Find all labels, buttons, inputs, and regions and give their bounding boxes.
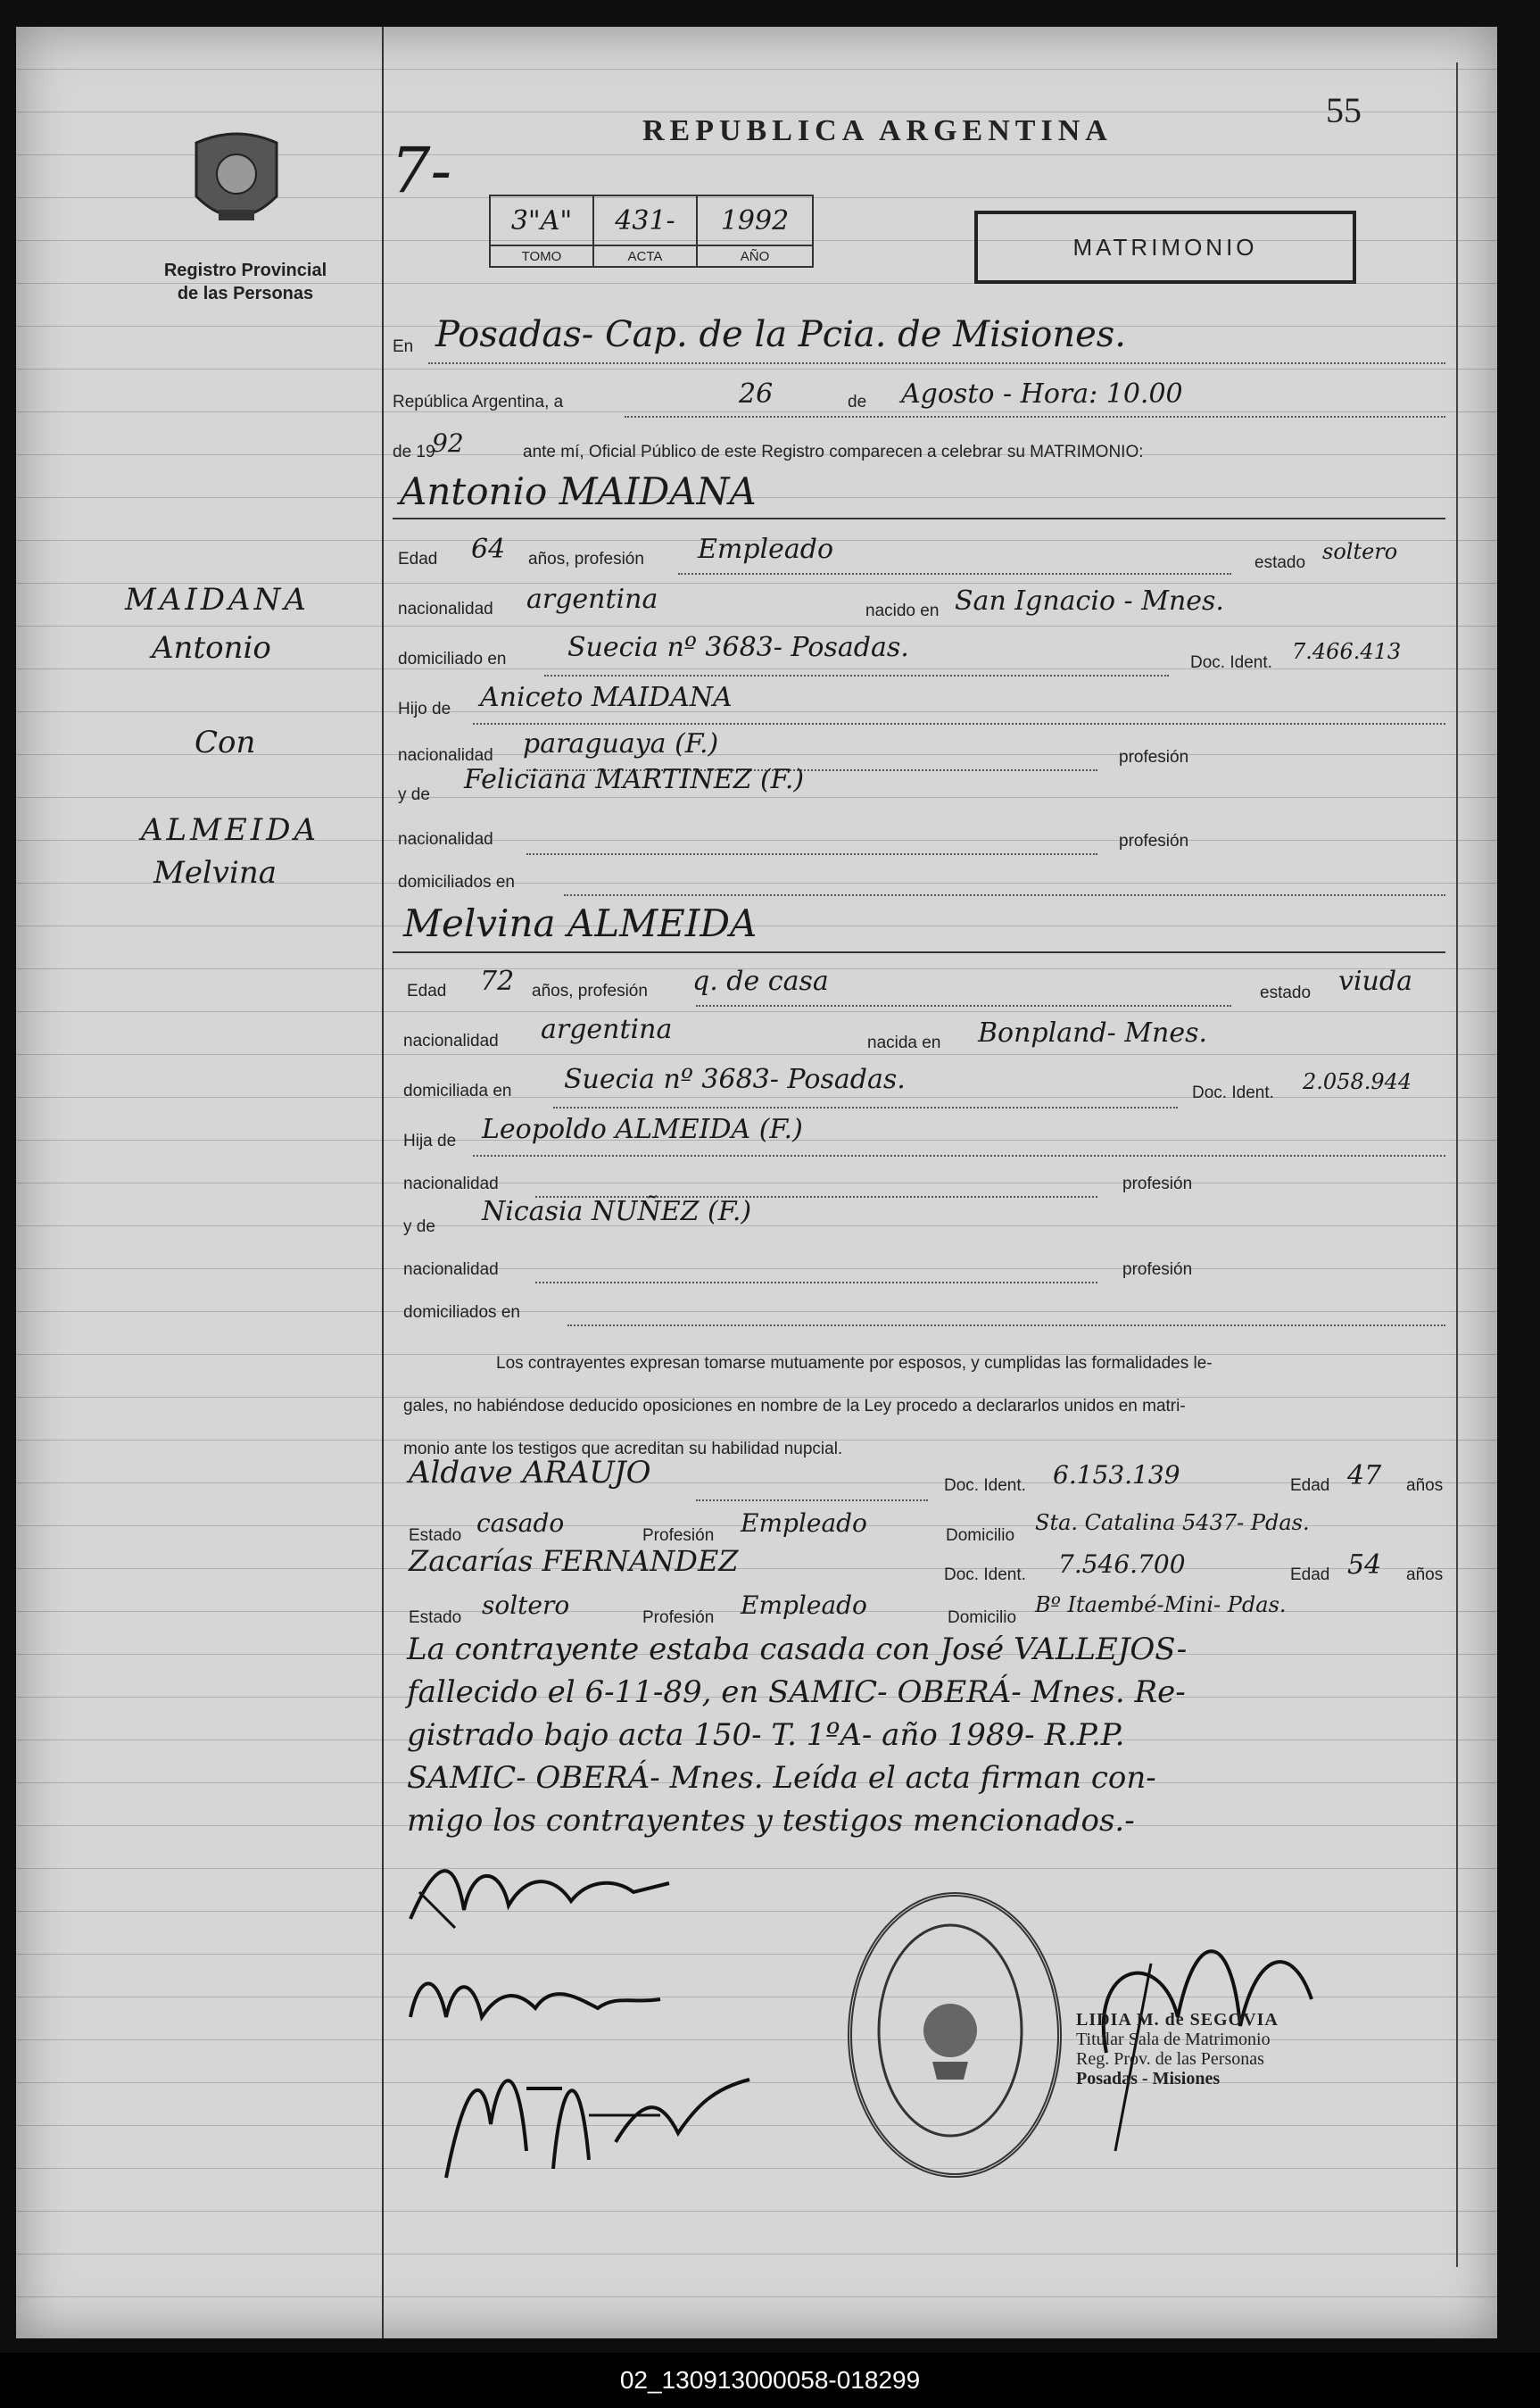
agency-name [134, 259, 357, 305]
margin-given-groom: Antonio [152, 630, 271, 666]
groom-domiciliados-label: domiciliados en [398, 873, 515, 892]
bride-yde-label: y de [403, 1217, 435, 1236]
bride-nat-label: nacionalidad [403, 1032, 499, 1050]
groom-father-nat: paraguaya (F.) [523, 728, 719, 760]
bride-doc-label: Doc. Ident. [1192, 1084, 1274, 1102]
bride-status: viuda [1338, 966, 1412, 997]
witness-signatures-icon [428, 2035, 803, 2196]
witness2-estado-label: Estado [409, 1608, 462, 1627]
bride-mother: Nicasia NUÑEZ (F.) [482, 1196, 752, 1227]
witness2-doc-label: Doc. Ident. [944, 1565, 1026, 1584]
ano-label: AÑO [697, 245, 813, 267]
bride-doc: 2.058.944 [1303, 1069, 1412, 1094]
agency-line-2: de las Personas [177, 284, 314, 303]
margin-mark: 7- [391, 134, 452, 207]
witness2-age: 54 [1347, 1549, 1382, 1581]
tomo-value: 3"A" [490, 195, 593, 245]
intro-statement: ante mí, Oficial Público de este Registro comparecen a celebrar su MATRIMONIO: [523, 443, 1144, 461]
ano-value: 1992 [697, 195, 813, 245]
bride-father: Leopoldo ALMEIDA (F.) [482, 1114, 803, 1145]
witness2-status: soltero [482, 1590, 570, 1620]
marriage-day: 26 [739, 378, 774, 410]
witness1-anos-label: años [1406, 1476, 1444, 1495]
declaration-line-3: monio ante los testigos que acreditan su habilidad nupcial. [403, 1440, 843, 1458]
declaration-line-1: Los contrayentes expresan tomarse mutuamente por esposos, y cumplidas las formalidades le- [496, 1354, 1213, 1373]
groom-nat-label: nacionalidad [398, 600, 493, 619]
witness1-profession: Empleado [741, 1508, 867, 1538]
groom-edad-label: Edad [398, 550, 438, 569]
bride-birthplace: Bonpland- Mnes. [978, 1017, 1208, 1049]
witness1-status: casado [476, 1508, 565, 1538]
year-prefix: de 19 [393, 443, 435, 461]
witness1-profesion-label: Profesión [642, 1526, 715, 1545]
groom-doc-label: Doc. Ident. [1190, 653, 1272, 672]
acta-value: 431- [593, 195, 697, 245]
groom-father-nat-label: nacionalidad [398, 746, 493, 765]
tomo-label: TOMO [490, 245, 593, 267]
declaration-line-2: gales, no habiéndose deducido oposiciones en nombre de la Ley procedo a declararlos unidos en matri- [403, 1397, 1186, 1416]
groom-yde-label: y de [398, 785, 430, 804]
margin-conjunction: Con [195, 725, 256, 760]
bride-profesion-label: años, profesión [532, 982, 648, 1001]
groom-mother: Feliciana MARTINEZ (F.) [464, 764, 805, 795]
note-line-2: fallecido el 6-11-89, en SAMIC- OBERÁ- Mnes. Re- [407, 1674, 1186, 1710]
official-title: Titular Sala de Matrimonio [1076, 2030, 1271, 2049]
record-number-table [489, 195, 814, 268]
witness2-doc: 7.546.700 [1058, 1549, 1186, 1579]
bride-profession: q. de casa [692, 966, 829, 997]
bride-father-prof-label: profesión [1122, 1175, 1193, 1193]
witness1-edad-label: Edad [1290, 1476, 1330, 1495]
note-line-4: SAMIC- OBERÁ- Mnes. Leída el acta firman con- [407, 1760, 1156, 1796]
marginal-notes [407, 1628, 1451, 1842]
bride-estado-label: estado [1260, 984, 1312, 1002]
right-margin-rule [1456, 62, 1458, 2267]
witness2-profesion-label: Profesión [642, 1608, 715, 1627]
margin-given-bride: Melvina [153, 855, 277, 891]
republica-label: República Argentina, a [393, 393, 564, 411]
witness1-doc-label: Doc. Ident. [944, 1476, 1026, 1495]
marriage-place: Posadas- Cap. de la Pcia. de Misiones. [435, 314, 1127, 355]
scan-id-footer: 02_130913000058-018299 [0, 2353, 1540, 2408]
groom-estado-label: estado [1254, 553, 1306, 572]
groom-mother-prof-label: profesión [1119, 832, 1189, 851]
groom-nacido-label: nacido en [865, 602, 940, 620]
groom-father-prof-label: profesión [1119, 748, 1189, 767]
groom-father: Aniceto MAIDANA [480, 682, 733, 713]
groom-domiciliado-label: domiciliado en [398, 650, 507, 668]
bride-nacida-label: nacida en [867, 1034, 941, 1052]
acta-label: ACTA [593, 245, 697, 267]
left-margin-column [16, 27, 384, 2338]
bride-nationality: argentina [541, 1014, 673, 1045]
witness1-domicilio-label: Domicilio [946, 1526, 1015, 1545]
page-number: 55 [1326, 90, 1362, 130]
groom-status: soltero [1322, 539, 1398, 564]
official-stamp [1076, 2010, 1279, 2088]
note-line-5: migo los contrayentes y testigos mencionados.- [407, 1803, 1135, 1839]
bride-age: 72 [480, 966, 515, 997]
en-label: En [393, 337, 414, 356]
margin-surname-groom: MAIDANA [125, 582, 310, 618]
record-type-box: MATRIMONIO [974, 211, 1356, 284]
witness2-address: Bº Itaembé-Mini- Pdas. [1035, 1592, 1287, 1617]
country-heading: REPUBLICA ARGENTINA [642, 114, 1113, 147]
witness1-address: Sta. Catalina 5437- Pdas. [1035, 1510, 1310, 1535]
bride-name: Melvina ALMEIDA [403, 901, 758, 945]
official-office: Reg. Prov. de las Personas [1076, 2049, 1264, 2069]
witness1-age: 47 [1347, 1460, 1382, 1491]
declaration-text [403, 1342, 1456, 1471]
bride-domiciliada-label: domiciliada en [403, 1082, 512, 1100]
groom-name: Antonio MAIDANA [400, 469, 757, 513]
bride-signature-icon [402, 1955, 687, 2044]
note-line-1: La contrayente estaba casada con José VALLEJOS- [407, 1632, 1188, 1667]
witness2-profession: Empleado [741, 1590, 867, 1620]
groom-signature-icon [402, 1839, 687, 1937]
bride-father-nat-label: nacionalidad [403, 1175, 499, 1193]
groom-birthplace: San Ignacio - Mnes. [955, 585, 1224, 617]
bride-mother-nat-label: nacionalidad [403, 1260, 499, 1279]
witness2-domicilio-label: Domicilio [948, 1608, 1017, 1627]
witness1-doc: 6.153.139 [1053, 1460, 1180, 1490]
official-name: LIDIA M. de SEGOVIA [1076, 2010, 1279, 2030]
marriage-month-hour: Agosto - Hora: 10.00 [901, 378, 1183, 410]
witness2-anos-label: años [1406, 1565, 1444, 1584]
year-suffix: 92 [432, 428, 464, 458]
groom-nationality: argentina [526, 584, 658, 615]
groom-mother-nat-label: nacionalidad [398, 830, 493, 849]
bride-domiciliados-label: domiciliados en [403, 1303, 520, 1322]
note-line-3: gistrado bajo acta 150- T. 1ºA- año 1989- R.P.P. [407, 1717, 1125, 1753]
groom-hijo-label: Hijo de [398, 700, 451, 718]
bride-hija-label: Hija de [403, 1132, 457, 1150]
official-location: Posadas - Misiones [1076, 2069, 1221, 2088]
groom-profession: Empleado [698, 534, 834, 565]
witness1-name: Aldave ARAUJO [409, 1455, 651, 1490]
witness2-name: Zacarías FERNANDEZ [409, 1544, 739, 1578]
groom-address: Suecia nº 3683- Posadas. [567, 632, 909, 663]
coat-of-arms-icon [187, 125, 286, 241]
groom-doc: 7.466.413 [1292, 639, 1402, 664]
bride-address: Suecia nº 3683- Posadas. [564, 1064, 906, 1095]
bride-mother-prof-label: profesión [1122, 1260, 1193, 1279]
witness2-edad-label: Edad [1290, 1565, 1330, 1584]
official-seal-icon [848, 1892, 1062, 2178]
groom-age: 64 [471, 534, 506, 565]
margin-surname-bride: ALMEIDA [141, 812, 320, 848]
bride-edad-label: Edad [407, 982, 447, 1001]
witness1-estado-label: Estado [409, 1526, 462, 1545]
groom-profesion-label: años, profesión [528, 550, 644, 569]
agency-line-1: Registro Provincial [163, 261, 327, 280]
de-label: de [848, 393, 867, 411]
